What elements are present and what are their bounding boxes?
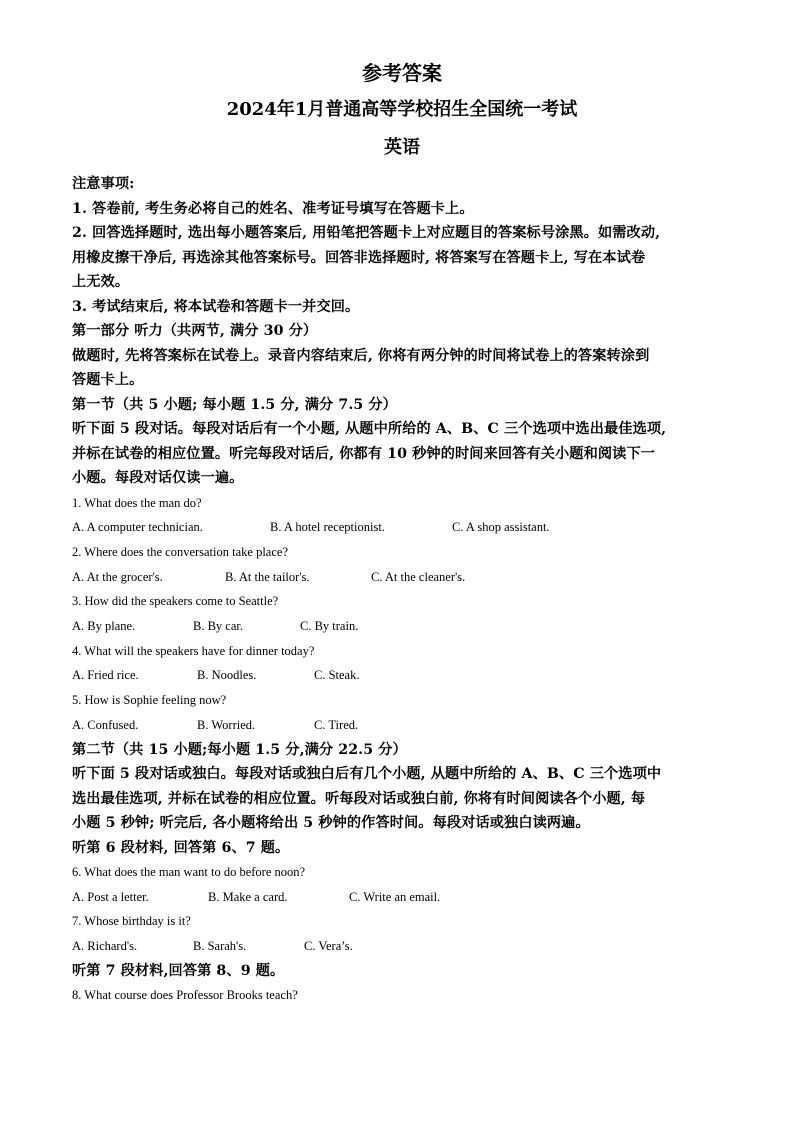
option-4a: A. Fried rice. [72, 668, 139, 683]
option-2c: C. At the cleaner's. [371, 569, 466, 584]
option-3a: A. By plane. [72, 619, 136, 634]
main-title: 参考答案 [362, 61, 442, 85]
question-5: 5. How is Sophie feeling now? [72, 693, 227, 708]
section2-instr-3: 小题 5 秒钟; 听完后, 各小题将给出 5 秒钟的作答时间。每段对话或独白读两遍。 [72, 815, 590, 832]
option-1c: C. A shop assistant. [452, 520, 550, 535]
subject-title: 英语 [384, 137, 420, 158]
option-1a: A. A computer technician. [72, 520, 203, 535]
option-6c: C. Write an email. [349, 889, 441, 904]
notice-item-3: 3. 考试结束后, 将本试卷和答题卡一并交回。 [72, 298, 360, 315]
options-5 [72, 713, 732, 738]
option-1b: B. A hotel receptionist. [270, 520, 385, 535]
option-2b: B. At the tailor's. [225, 569, 310, 584]
notice-item-2: 2. 回答选择题时, 选出每小题答案后, 用铅笔把答题卡上对应题目的答案标号涂黑。如需改动, [72, 225, 661, 241]
option-5a: A. Confused. [72, 717, 139, 732]
section1-instr-2: 并标在试卷的相应位置。听完每段对话后, 你都有 10 秒钟的时间来回答有关小题和阅读下一 [72, 445, 656, 462]
exam-title: 2024年1月普通高等学校招生全国统一考试 [226, 99, 578, 120]
option-6b: B. Make a card. [208, 889, 288, 904]
material-7-heading: 听第 7 段材料,回答第 8、9 题。 [72, 962, 285, 979]
option-5b: B. Worried. [197, 717, 256, 732]
options-6 [72, 885, 732, 910]
part1-intro-2: 答题卡上。 [72, 372, 144, 388]
option-5c: C. Tired. [314, 717, 359, 732]
options-3 [72, 614, 732, 639]
question-6: 6. What does the man want to do before noon? [72, 865, 306, 880]
question-7: 7. Whose birthday is it? [72, 914, 191, 929]
notice-item-2-end: 上无效。 [72, 274, 130, 290]
options-7 [72, 934, 732, 959]
option-6a: A. Post a letter. [72, 889, 149, 904]
section1-instr-3: 小题。每段对话仅读一遍。 [72, 470, 244, 486]
option-2a: A. At the grocer's. [72, 569, 163, 584]
options-4 [72, 663, 732, 688]
section2-instr-1: 听下面 5 段对话或独白。每段对话或独白后有几个小题, 从题中所给的 A、B、C 三个选项中 [72, 766, 662, 783]
material-6-heading: 听第 6 段材料, 回答第 6、7 题。 [72, 839, 290, 856]
option-7b: B. Sarah's. [193, 939, 247, 954]
notice-item-2-cont: 用橡皮擦干净后, 再选涂其他答案标号。回答非选择题时, 将答案写在答题卡上, 写在本试卷 [72, 249, 646, 266]
question-4: 4. What will the speakers have for dinner today? [72, 643, 315, 658]
options-1 [72, 515, 732, 540]
option-4b: B. Noodles. [197, 668, 257, 683]
notice-heading: 注意事项: [72, 176, 135, 192]
part1-intro-1: 做题时, 先将答案标在试卷上。录音内容结束后, 你将有两分钟的时间将试卷上的答案转涂到 [72, 347, 650, 364]
section1-heading: 第一节（共 5 小题; 每小题 1.5 分, 满分 7.5 分） [72, 396, 397, 413]
part1-heading: 第一部分 听力（共两节, 满分 30 分） [72, 323, 318, 339]
option-4c: C. Steak. [314, 668, 360, 683]
option-3c: C. By train. [300, 619, 359, 634]
question-8: 8. What course does Professor Brooks teach? [72, 988, 298, 1003]
option-7a: A. Richard's. [72, 939, 138, 954]
question-3: 3. How did the speakers come to Seattle? [72, 594, 279, 609]
section1-instr-1: 听下面 5 段对话。每段对话后有一个小题, 从题中所给的 A、B、C 三个选项中选出最佳选项, [72, 421, 667, 437]
option-3b: B. By car. [193, 619, 243, 634]
section2-heading: 第二节（共 15 小题;每小题 1.5 分,满分 22.5 分） [72, 741, 407, 758]
question-2: 2. Where does the conversation take place? [72, 544, 288, 559]
question-1: 1. What does the man do? [72, 495, 202, 510]
options-2 [72, 565, 732, 590]
document-page [72, 60, 732, 1008]
notice-item-1: 1. 答卷前, 考生务必将自己的姓名、准考证号填写在答题卡上。 [72, 200, 474, 217]
option-7c: C. Vera’s. [304, 939, 353, 954]
section2-instr-2: 选出最佳选项, 并标在试卷的相应位置。听每段对话或独白前, 你将有时间阅读各个小题, 每 [72, 790, 646, 807]
